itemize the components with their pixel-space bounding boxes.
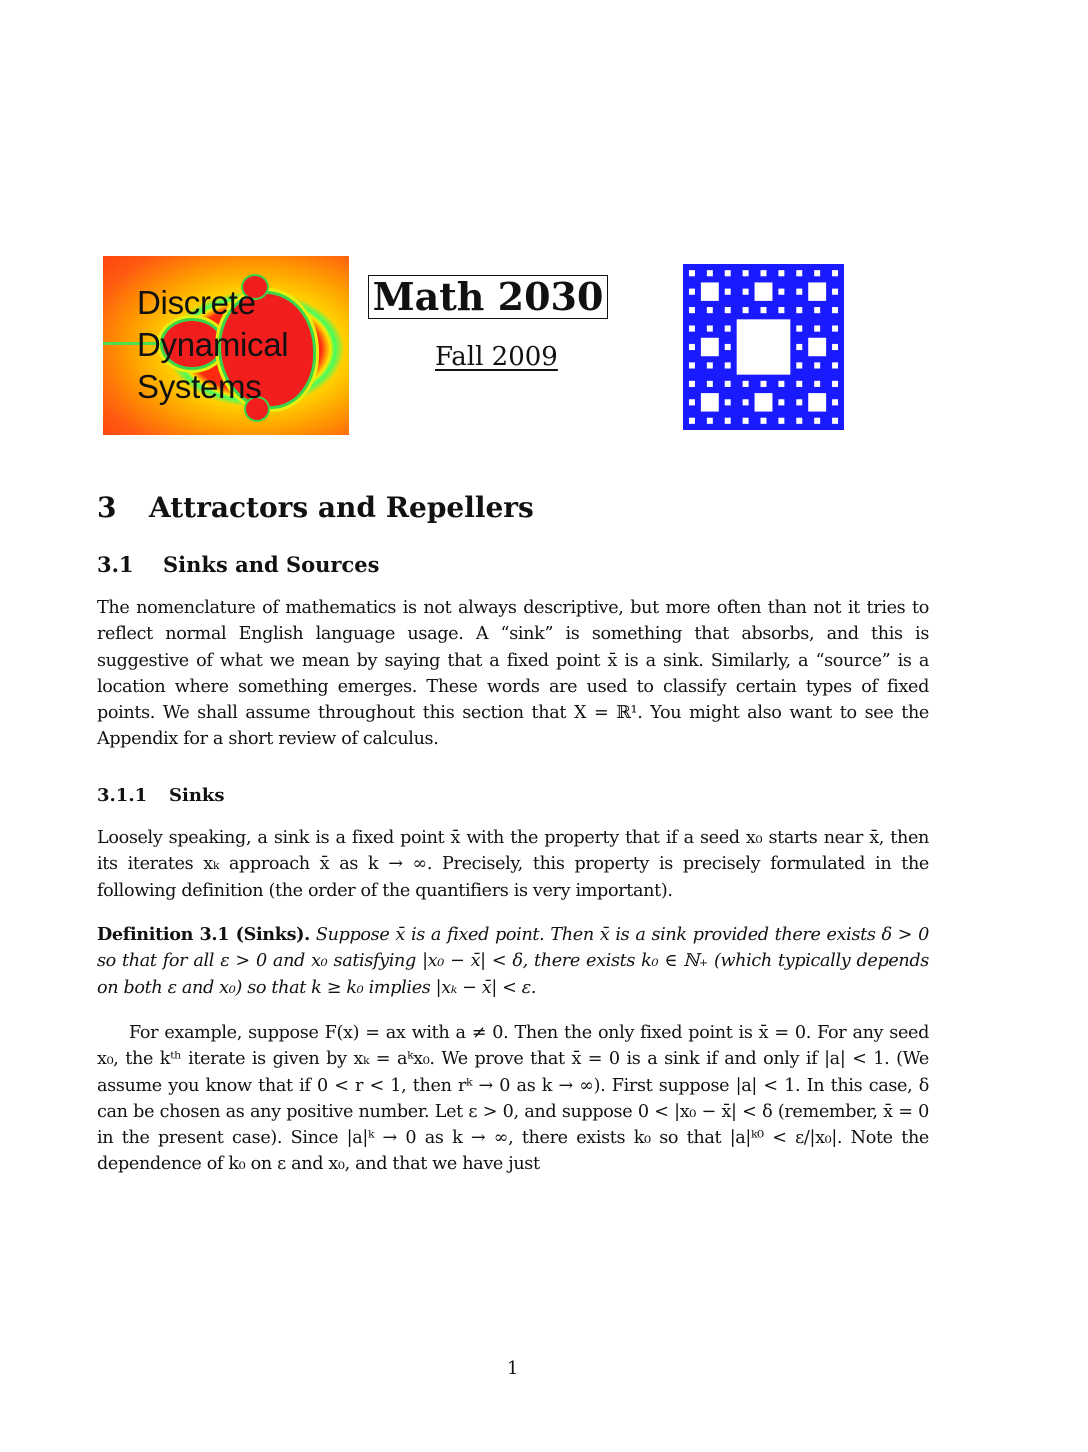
subsubsection-heading: 3.1.1 Sinks <box>97 785 225 806</box>
subsection-heading: 3.1 Sinks and Sources <box>97 552 380 577</box>
section-heading: 3 Attractors and Repellers <box>97 491 534 524</box>
definition-label: Definition 3.1 (Sinks). <box>97 924 310 945</box>
example-paragraph: For example, suppose F(x) = ax with a ≠ 0. Then the only fixed point is x̄ = 0. For any seed x₀, the kᵗʰ iterate is given by xₖ = aᵏx₀. We prove that x̄ = 0 is a sink if and only if |a| < 1. (We assume you know that if 0 < r < 1, then rᵏ → 0 as k → ∞). First suppose |a| < 1. In this case, δ can be chosen as any positive number. Let ε > 0, and suppose 0 < |x₀ − x̄| < δ (remember, x̄ = 0 in the present case). Since |a|ᵏ → 0 as k → ∞, there exists k₀ so that |a|ᵏ⁰ < ε/|x₀|. Note the dependence of k₀ on ε and x₀, and that we have just <box>97 1023 929 1175</box>
course-title: Math 2030 <box>368 275 608 319</box>
sinks-paragraph: Loosely speaking, a sink is a fixed point x̄ with the property that if a seed x₀ starts near x̄, then its iterates xₖ approach x̄ as k → ∞. Precisely, this property is precisely formulated in the following definition (the order of the quantifiers is very important). <box>97 828 929 901</box>
intro-paragraph: The nomenclature of mathematics is not always descriptive, but more often than not it tries to reflect normal English language usage. A “sink” is something that absorbs, and this is suggestive of what we mean by saying that a fixed point x̄ is a sink. Similarly, a “source” is a location where something emerges. These words are used to classify certain types of fixed points. We shall assume throughout this section that X = ℝ¹. You might also want to see the Appendix for a short review of calculus. <box>97 598 929 750</box>
course-logo-mandelbrot <box>103 256 349 435</box>
definition-body: Suppose x̄ is a fixed point. Then x̄ is a sink provided there exists δ > 0 so that for all ε > 0 and x₀ satisfying |x₀ − x̄| < δ, there exists k₀ ∈ ℕ₊ (which typically depends on both ε and x₀) so that k ≥ k₀ implies |xₖ − x̄| < ε. <box>97 925 930 998</box>
definition-sinks <box>97 922 929 1001</box>
logo-text: Discrete Dynamical Systems <box>137 284 289 405</box>
page-number: 1 <box>507 1358 519 1379</box>
sierpinski-carpet-image <box>683 264 844 430</box>
course-term: Fall 2009 <box>435 342 558 372</box>
